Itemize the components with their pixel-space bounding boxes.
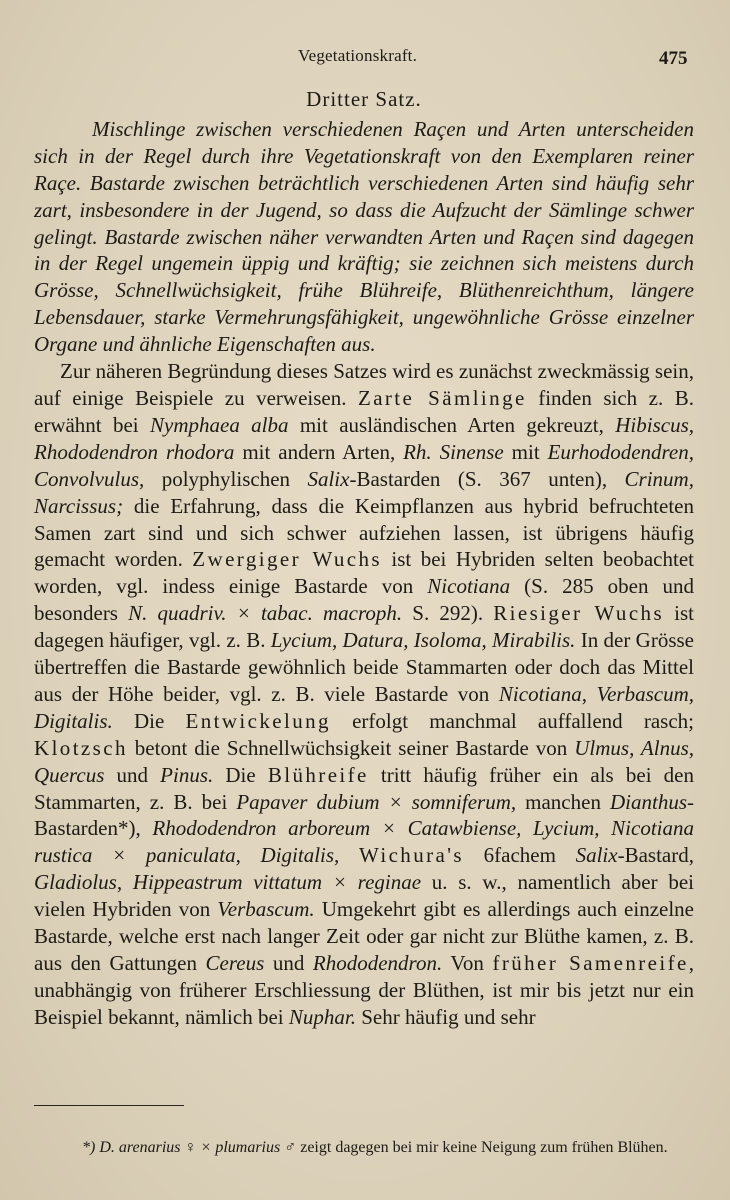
paragraph-run: Umgekehrt gibt es allerdings auch einzelne Bastarde, welche erst nach langer Zeit oder gar nicht zur Blüthe kamen, z. B. aus den Gattungen <box>34 897 694 975</box>
paragraph-run: Salix <box>575 843 618 868</box>
paragraph-run: Lycium, Datura, Isoloma, Mirabilis. <box>270 628 576 653</box>
paragraph-run: finden sich z. B. erwähnt bei <box>34 385 695 437</box>
paragraph-run: Rhododendron. <box>312 951 443 975</box>
paragraph-run: Nuphar. <box>288 1004 356 1029</box>
paragraph-run: manchen <box>516 789 610 814</box>
paragraph-run: Von <box>442 951 493 975</box>
paragraph-run: Dianthus <box>609 789 687 814</box>
paragraph-run: Cereus <box>205 951 265 975</box>
paragraph-run <box>339 843 359 867</box>
body-paragraph <box>34 358 694 1031</box>
page-header <box>0 44 730 72</box>
paragraph-run: Sehr häufig und sehr <box>355 1004 536 1029</box>
paragraph-run: Nicotiana, Verbascum, Digitalis. <box>34 681 694 733</box>
paragraph-run: (S. 285 oben und besonders <box>34 574 694 626</box>
footnote-run: *) D. arenarius ♀ × plumarius ♂ <box>82 1139 297 1156</box>
paragraph-run: Zarte Sämlinge <box>357 385 527 410</box>
paragraph-run: ist dagegen häufiger, vgl. z. B. <box>34 601 695 653</box>
paragraph-run: Blühreife <box>267 762 369 787</box>
footnote-run: zeigt dagegen bei mir keine Neigung zum frühen Blühen. <box>296 1139 668 1156</box>
paragraph-run: , unabhängig von früherer Erschliessung der Blüthen, ist mir bis jetzt nur ein Beispiel bekannt, nämlich bei <box>34 951 694 1029</box>
paragraph-run: N. quadriv. × tabac. macroph. <box>128 601 403 626</box>
paragraph-run: Klotzsch <box>34 735 128 760</box>
paragraph-run: die Erfahrung, dass die Keimpflanzen aus hybrid befruchteten Samen zart sind und sich schwer aufziehen lassen, ist übrigens häufig gemacht worden. <box>34 493 694 572</box>
paragraph-run: Nymphaea alba <box>150 412 289 437</box>
paragraph-run: Verbascum. <box>217 897 315 922</box>
paragraph-run: Entwickelung <box>185 708 331 733</box>
paragraph-run: -Bastard, <box>617 843 694 868</box>
paragraph-run: polyphylischen <box>144 466 308 491</box>
paragraph-run: Papaver dubium × somniferum, <box>236 789 517 814</box>
page-number: 475 <box>659 48 688 69</box>
paragraph-run: und <box>104 762 161 787</box>
running-head: Vegetationskraft. <box>298 46 418 65</box>
paragraph-run: ist bei Hybriden selten beobachtet worden, vgl. indess einige Bastarde von <box>34 547 694 599</box>
paragraph-run: In der Grösse übertreffen die Bastarde gewöhnlich beide Stammarten oder doch das Mittel aus der Höhe beider, vgl. z. B. viele Bastarde von <box>34 628 694 706</box>
paragraph-run: betont die Schnellwüchsigkeit seiner Bastarde von <box>127 735 575 760</box>
paragraph-run: Zwergiger Wuchs <box>192 547 382 572</box>
footnote <box>34 1136 694 1160</box>
paragraph-run: Pinus. <box>160 762 214 787</box>
paragraph-run: und <box>264 951 313 975</box>
paragraph-run: Rhododendron arboreum × Catawbiense, Lycium, Nicotiana rustica × paniculata, Digitalis, <box>34 816 694 868</box>
paragraph-run: Gladiolus, Hippeastrum vittatum × reginae <box>34 870 422 895</box>
paragraph-run: Riesiger Wuchs <box>493 601 665 626</box>
paragraph-run: -Bastarden*), <box>34 789 694 841</box>
paragraph-run: Eurhododendren, Convolvulus, <box>34 439 694 491</box>
body-text <box>34 86 694 1031</box>
paragraph-run: -Bastarden (S. 367 unten), <box>349 466 625 491</box>
paragraph-run: Die <box>213 762 268 787</box>
paragraph-run: Salix <box>307 466 350 491</box>
paragraph-run: Hibiscus, Rhododendron rhodora <box>34 412 694 464</box>
paragraph-run: Die <box>112 708 186 733</box>
paragraph-run: S. 292). <box>402 601 494 626</box>
paragraph-run: mit andern Arten, <box>234 439 404 464</box>
paragraph-run: Ulmus, Alnus, Quercus <box>34 735 694 787</box>
paragraph-run: Nicotiana <box>427 574 511 599</box>
section-heading: Dritter Satz. <box>306 87 422 111</box>
paragraph-run: mit ausländischen Arten gekreuzt, <box>288 412 616 437</box>
footnote-rule <box>34 1105 184 1106</box>
paragraph-run: früher Samenreife <box>492 951 689 975</box>
paragraph-run: tritt häufig früher ein als bei den Stammarten, z. B. bei <box>34 762 694 814</box>
paragraph-run: 6fachem <box>463 843 576 868</box>
paragraph-run: mit <box>503 439 548 464</box>
paragraph-run: Crinum, Narcissus; <box>34 466 694 518</box>
thesis-paragraph: Mischlinge zwischen verschiedenen Raçen und Arten unterscheiden sich in der Regel durch ihre Vegetationskraft von den Exemplaren reiner Raçe. Bastarde zwischen beträchtlich verschiedenen Arten sind häufig sehr zart, insbesondere in der Jugend, so dass die Aufzucht der Sämlinge schwer gelingt. Bastarde zwischen näher verwandten Arten und Raçen sind dagegen in der Regel ungemein üppig und kräftig; sie zeichnen sich meistens durch Grösse, Schnellwüchsigkeit, frühe Blühreife, Blüthenreichthum, längere Lebensdauer, starke Vermehrungsfähigkeit, ungewöhnliche Grösse einzelner Organe und ähnliche Eigenschaften aus. <box>34 116 694 357</box>
paragraph-run: Wichura's <box>358 843 464 868</box>
paragraph-run: u. s. w., namentlich aber bei vielen Hybriden von <box>34 870 694 922</box>
paragraph-run: erfolgt manchmal auffallend rasch; <box>330 708 694 733</box>
paragraph-run: Zur näheren Begründung dieses Satzes wird es zunächst zweckmässig sein, auf einige Beispiele zu verweisen. <box>34 359 694 410</box>
paragraph-run: Rh. Sinense <box>403 439 504 464</box>
